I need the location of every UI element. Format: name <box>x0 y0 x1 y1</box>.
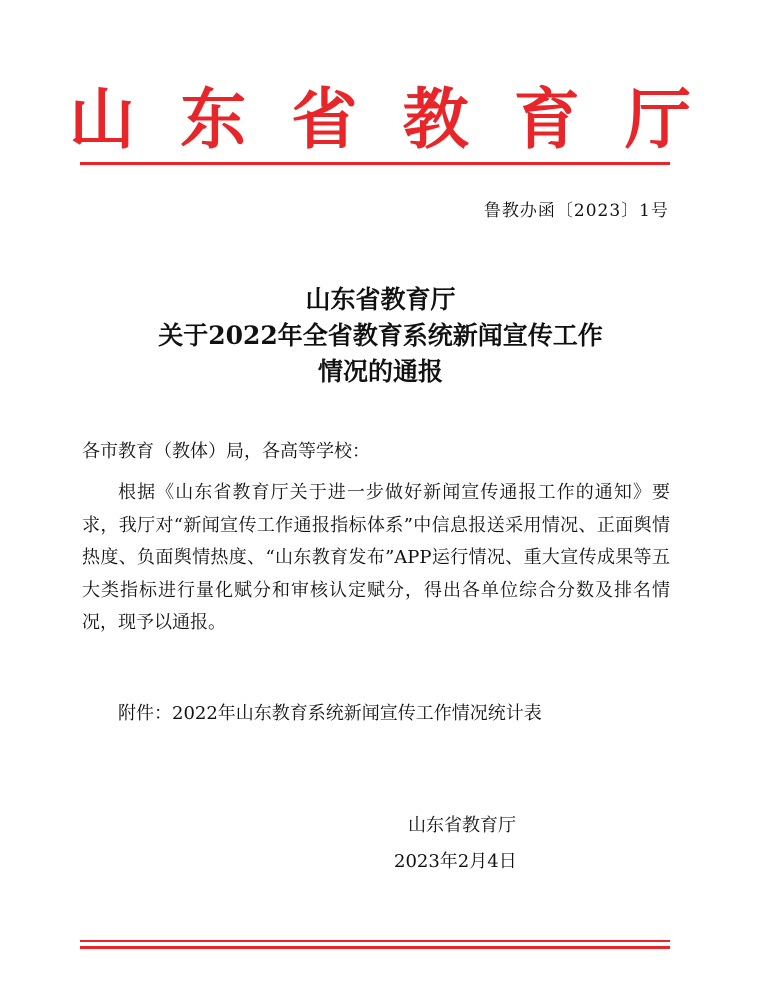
masthead <box>60 82 700 158</box>
issue-date: 2023年2月4日 <box>394 851 517 872</box>
masthead-char: 东 <box>180 81 247 158</box>
masthead-char: 教 <box>402 81 469 158</box>
document-number: 鲁教办函〔2023〕1号 <box>483 201 669 221</box>
salutation: 各市教育（教体）局，各高等学校： <box>82 441 370 462</box>
masthead-char: 厅 <box>624 81 691 158</box>
issuer-signature: 山东省教育厅 <box>408 815 516 836</box>
title-line: 山东省教育厅 <box>305 285 456 314</box>
masthead-divider <box>80 162 670 165</box>
title-line: 情况的通报 <box>317 357 443 386</box>
masthead-char: 山 <box>69 81 135 158</box>
title-line: 关于2022年全省教育系统新闻宣传工作 <box>158 321 603 350</box>
masthead-char: 育 <box>513 81 580 158</box>
masthead-char: 省 <box>291 81 358 158</box>
footer-divider <box>80 940 670 942</box>
footer-divider <box>80 946 670 949</box>
attachment-note: 附件：2022年山东教育系统新闻宣传工作情况统计表 <box>118 703 542 724</box>
document-title <box>0 282 761 390</box>
body-paragraph: 根据《山东省教育厅关于进一步做好新闻宣传通报工作的通知》要求，我厅对“新闻宣传工作通报指标体系”中信息报送采用情况、正面舆情热度、负面舆情热度、“山东教育发布”APP运行情况、重大宣传成果等五大类指标进行量化赋分和审核认定赋分，得出各单位综合分数及排名情况，现予以通报。 <box>82 482 670 633</box>
